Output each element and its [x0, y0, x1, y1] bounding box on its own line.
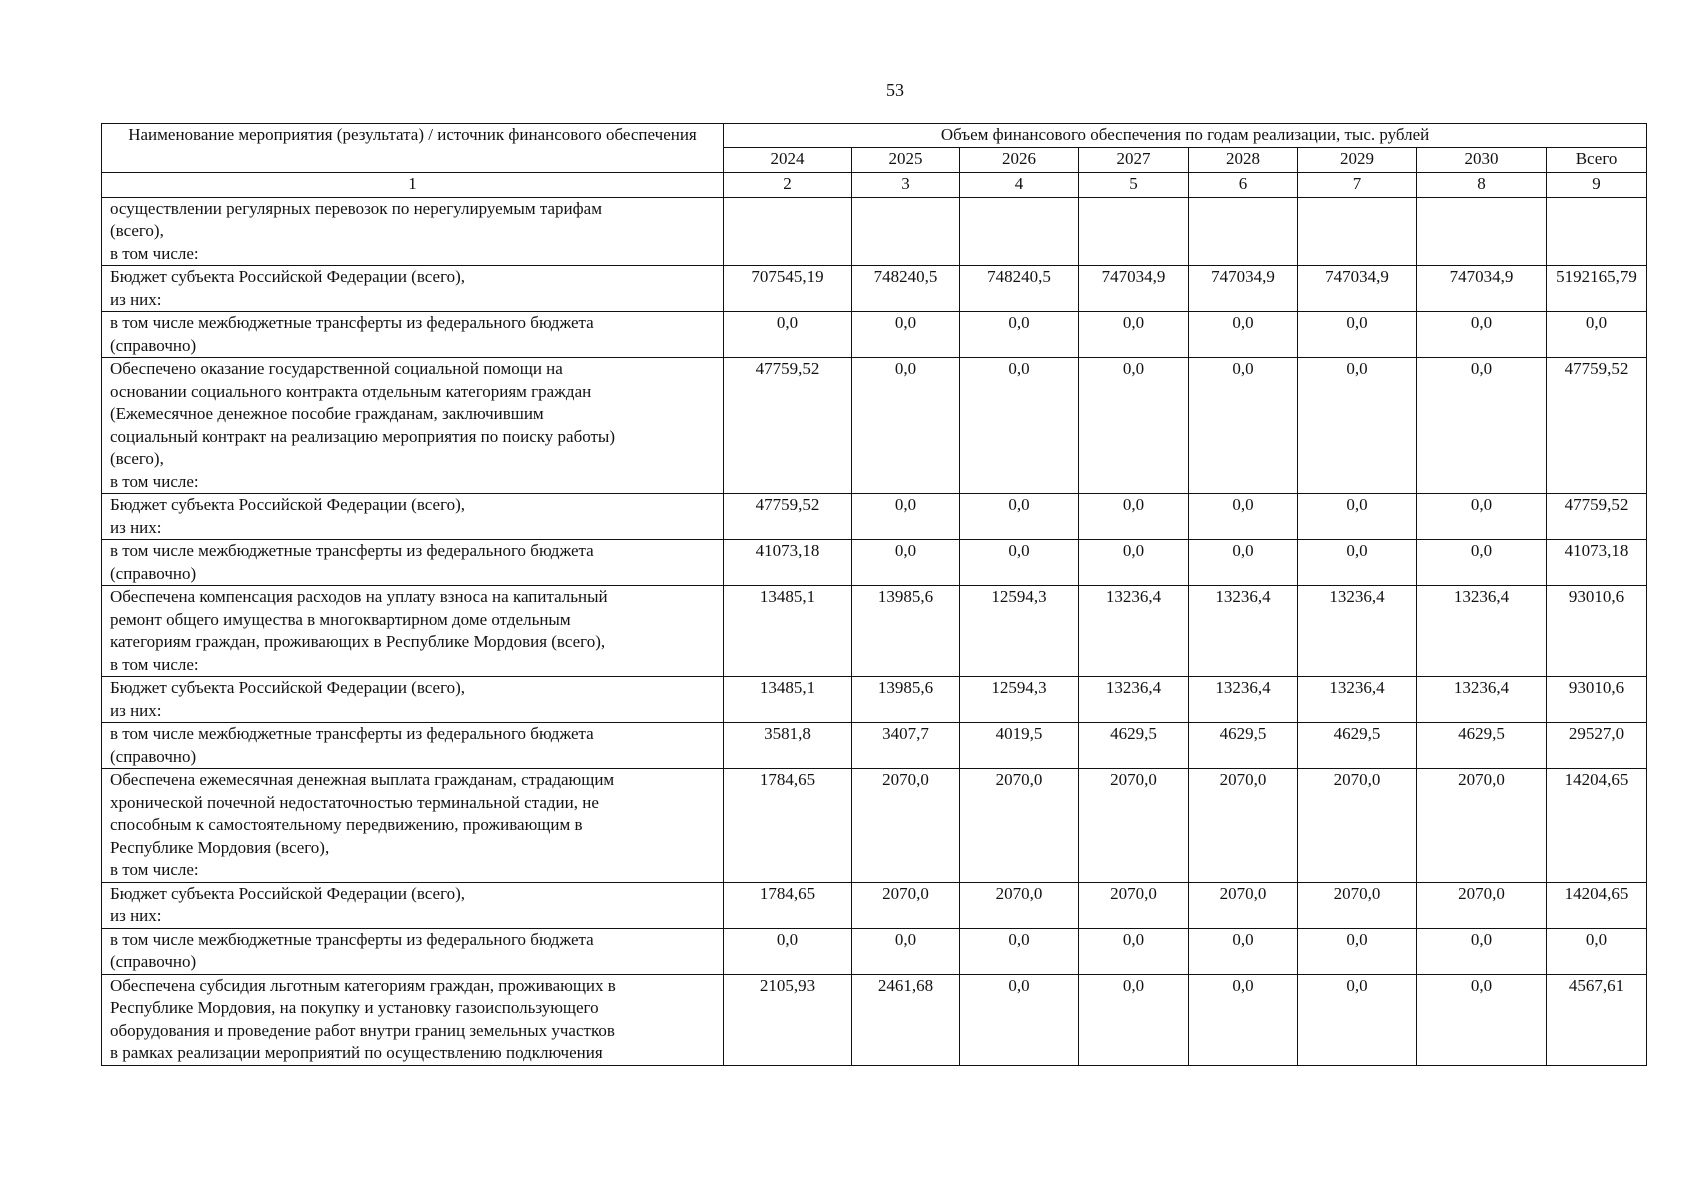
value-cell: 2070,0 — [1298, 769, 1417, 883]
value-cell — [960, 197, 1079, 266]
value-cell — [1298, 197, 1417, 266]
value-cell: 0,0 — [1189, 540, 1298, 586]
row-label-line: социальный контракт на реализацию мероприятия по поиску работы) — [110, 426, 616, 446]
value-cell: 707545,19 — [724, 266, 852, 312]
value-cell: 0,0 — [1298, 494, 1417, 540]
total-cell: 0,0 — [1547, 928, 1647, 974]
row-label-line: в том числе межбюджетные трансферты из федерального бюджета — [110, 541, 594, 560]
total-cell: 93010,6 — [1547, 677, 1647, 723]
value-cell: 0,0 — [960, 974, 1079, 1065]
row-label — [102, 882, 724, 928]
value-cell: 0,0 — [1079, 312, 1189, 358]
row-label-line: (справочно) — [110, 335, 197, 355]
table-row — [102, 312, 1647, 358]
column-number: 7 — [1298, 172, 1417, 197]
row-label-line: в том числе: — [110, 471, 199, 491]
value-cell: 0,0 — [1298, 928, 1417, 974]
row-label-line: (справочно) — [110, 952, 197, 971]
row-label-line: хронической почечной недостаточностью терминальной стадии, не — [110, 792, 599, 812]
value-cell — [1189, 197, 1298, 266]
row-label-line: в том числе: — [110, 860, 199, 879]
value-cell: 747034,9 — [1189, 266, 1298, 312]
row-label-line: Обеспечена субсидия льготным категориям граждан, проживающих в — [110, 975, 616, 995]
value-cell: 0,0 — [1417, 494, 1547, 540]
row-label-line: (Ежемесячное денежное пособие гражданам, заключившим — [110, 404, 544, 423]
row-label-line: в том числе межбюджетные трансферты из федерального бюджета — [110, 313, 594, 332]
value-cell — [1079, 197, 1189, 266]
value-cell: 4629,5 — [1417, 723, 1547, 769]
value-cell: 1784,65 — [724, 882, 852, 928]
table-row — [102, 677, 1647, 723]
value-cell: 13236,4 — [1079, 677, 1189, 723]
column-numbers-row — [102, 172, 1647, 197]
value-cell: 747034,9 — [1298, 266, 1417, 312]
value-cell: 2070,0 — [852, 882, 960, 928]
year-header: 2029 — [1298, 147, 1417, 172]
value-cell: 13985,6 — [852, 677, 960, 723]
value-cell: 0,0 — [960, 312, 1079, 358]
value-cell — [1417, 197, 1547, 266]
total-header: Всего — [1547, 147, 1647, 172]
table-row — [102, 723, 1647, 769]
value-cell: 747034,9 — [1079, 266, 1189, 312]
row-label-line: способным к самостоятельному передвижению, проживающим в — [110, 815, 583, 834]
table-row — [102, 266, 1647, 312]
value-cell: 0,0 — [960, 540, 1079, 586]
column-number: 2 — [724, 172, 852, 197]
row-label — [102, 312, 724, 358]
value-cell: 2070,0 — [1079, 769, 1189, 883]
value-cell: 0,0 — [1298, 540, 1417, 586]
value-cell: 13236,4 — [1298, 586, 1417, 677]
row-label-line: (всего), — [110, 449, 164, 468]
value-cell: 2070,0 — [1189, 882, 1298, 928]
row-label-line: Бюджет субъекта Российской Федерации (всего), — [110, 495, 466, 514]
table-row — [102, 974, 1647, 1065]
value-cell: 41073,18 — [724, 540, 852, 586]
value-cell: 2105,93 — [724, 974, 852, 1065]
total-cell — [1547, 197, 1647, 266]
row-label — [102, 197, 724, 266]
row-label-line: категориям граждан, проживающих в Республике Мордовия (всего), — [110, 632, 606, 651]
value-cell: 0,0 — [852, 494, 960, 540]
row-label-line: осуществлении регулярных перевозок по нерегулируемым тарифам — [110, 198, 602, 218]
row-label — [102, 494, 724, 540]
column-number: 8 — [1417, 172, 1547, 197]
row-label-line: в рамках реализации мероприятий по осуществлению подключения — [110, 1043, 603, 1062]
value-cell: 0,0 — [724, 928, 852, 974]
row-label-line: Обеспечена компенсация расходов на уплату взноса на капитальный — [110, 587, 608, 606]
row-label-line: Обеспечена ежемесячная денежная выплата гражданам, страдающим — [110, 770, 615, 789]
value-cell: 0,0 — [852, 540, 960, 586]
row-label-line: в том числе межбюджетные трансферты из федерального бюджета — [110, 929, 594, 949]
row-label-line: (всего), — [110, 221, 164, 240]
row-label — [102, 677, 724, 723]
value-cell: 0,0 — [1189, 928, 1298, 974]
value-cell: 2070,0 — [1417, 769, 1547, 883]
row-label-line: Бюджет субъекта Российской Федерации (всего), — [110, 883, 466, 903]
total-cell: 0,0 — [1547, 312, 1647, 358]
table-row — [102, 540, 1647, 586]
value-cell: 0,0 — [1079, 540, 1189, 586]
year-header: 2030 — [1417, 147, 1547, 172]
value-cell: 748240,5 — [852, 266, 960, 312]
row-label-line: Бюджет субъекта Российской Федерации (всего), — [110, 678, 466, 697]
row-label-line: (справочно) — [110, 746, 197, 766]
value-cell: 13985,6 — [852, 586, 960, 677]
value-cell: 4629,5 — [1079, 723, 1189, 769]
value-cell: 2070,0 — [1079, 882, 1189, 928]
table-body — [102, 197, 1647, 1065]
value-cell: 2070,0 — [852, 769, 960, 883]
value-cell: 2461,68 — [852, 974, 960, 1065]
value-cell: 0,0 — [852, 358, 960, 494]
value-cell: 13236,4 — [1417, 677, 1547, 723]
financing-group-header: Объем финансового обеспечения по годам реализации, тыс. рублей — [724, 124, 1647, 148]
column-number: 5 — [1079, 172, 1189, 197]
column-number: 4 — [960, 172, 1079, 197]
column-number: 9 — [1547, 172, 1647, 197]
value-cell: 13485,1 — [724, 586, 852, 677]
page-number: 53 — [886, 80, 904, 100]
total-cell: 41073,18 — [1547, 540, 1647, 586]
value-cell: 12594,3 — [960, 677, 1079, 723]
value-cell: 0,0 — [960, 494, 1079, 540]
total-cell: 47759,52 — [1547, 494, 1647, 540]
total-cell: 93010,6 — [1547, 586, 1647, 677]
value-cell: 2070,0 — [1298, 882, 1417, 928]
total-cell: 14204,65 — [1547, 769, 1647, 883]
row-label — [102, 769, 724, 883]
total-cell: 14204,65 — [1547, 882, 1647, 928]
row-label — [102, 974, 724, 1065]
row-label-line: Республике Мордовия, на покупку и установку газоиспользующего — [110, 998, 599, 1017]
value-cell: 0,0 — [1079, 494, 1189, 540]
name-column-header: Наименование мероприятия (результата) / источник финансового обеспечения — [102, 124, 724, 173]
value-cell: 0,0 — [1189, 974, 1298, 1065]
row-label-line: из них: — [110, 700, 162, 720]
table-row — [102, 882, 1647, 928]
table-row — [102, 358, 1647, 494]
value-cell: 13236,4 — [1189, 677, 1298, 723]
value-cell: 4629,5 — [1298, 723, 1417, 769]
value-cell: 0,0 — [960, 928, 1079, 974]
year-header: 2028 — [1189, 147, 1298, 172]
value-cell: 3407,7 — [852, 723, 960, 769]
value-cell: 748240,5 — [960, 266, 1079, 312]
value-cell: 0,0 — [1189, 494, 1298, 540]
row-label-line: (справочно) — [110, 563, 197, 583]
value-cell: 0,0 — [724, 312, 852, 358]
value-cell: 0,0 — [1079, 928, 1189, 974]
table-header — [102, 124, 1647, 198]
value-cell: 4019,5 — [960, 723, 1079, 769]
value-cell: 0,0 — [1417, 540, 1547, 586]
year-header: 2026 — [960, 147, 1079, 172]
row-label-line: основании социального контракта отдельным категориям граждан — [110, 381, 592, 401]
row-label-line: оборудования и проведение работ внутри границ земельных участков — [110, 1020, 615, 1040]
row-label-line: в том числе: — [110, 654, 199, 674]
table-row — [102, 586, 1647, 677]
row-label — [102, 540, 724, 586]
year-header: 2027 — [1079, 147, 1189, 172]
value-cell: 0,0 — [852, 928, 960, 974]
total-cell: 29527,0 — [1547, 723, 1647, 769]
value-cell: 0,0 — [1079, 358, 1189, 494]
value-cell: 2070,0 — [1417, 882, 1547, 928]
row-label — [102, 358, 724, 494]
total-cell: 4567,61 — [1547, 974, 1647, 1065]
table-row — [102, 197, 1647, 266]
value-cell: 0,0 — [1079, 974, 1189, 1065]
value-cell: 1784,65 — [724, 769, 852, 883]
value-cell: 4629,5 — [1189, 723, 1298, 769]
value-cell: 13236,4 — [1417, 586, 1547, 677]
year-header: 2025 — [852, 147, 960, 172]
value-cell: 3581,8 — [724, 723, 852, 769]
financing-table — [101, 123, 1647, 1066]
row-label — [102, 586, 724, 677]
value-cell: 0,0 — [1189, 358, 1298, 494]
row-label-line: из них: — [110, 517, 162, 537]
row-label-line: Бюджет субъекта Российской Федерации (всего), — [110, 267, 466, 286]
table-row — [102, 494, 1647, 540]
value-cell: 0,0 — [1189, 312, 1298, 358]
value-cell: 0,0 — [1417, 928, 1547, 974]
row-label-line: из них: — [110, 906, 162, 925]
value-cell: 13236,4 — [1079, 586, 1189, 677]
row-label-line: в том числе: — [110, 243, 199, 263]
value-cell: 0,0 — [1298, 358, 1417, 494]
value-cell: 2070,0 — [960, 882, 1079, 928]
value-cell: 13485,1 — [724, 677, 852, 723]
total-cell: 47759,52 — [1547, 358, 1647, 494]
value-cell — [852, 197, 960, 266]
value-cell: 0,0 — [1417, 974, 1547, 1065]
value-cell: 747034,9 — [1417, 266, 1547, 312]
table-row — [102, 769, 1647, 883]
value-cell — [724, 197, 852, 266]
value-cell: 0,0 — [1298, 974, 1417, 1065]
table-row — [102, 928, 1647, 974]
column-number: 1 — [102, 172, 724, 197]
value-cell: 2070,0 — [960, 769, 1079, 883]
value-cell: 47759,52 — [724, 358, 852, 494]
value-cell: 13236,4 — [1189, 586, 1298, 677]
value-cell: 0,0 — [1417, 312, 1547, 358]
column-number: 6 — [1189, 172, 1298, 197]
row-label-line: в том числе межбюджетные трансферты из федерального бюджета — [110, 724, 594, 743]
row-label-line: Обеспечено оказание государственной социальной помощи на — [110, 359, 563, 378]
row-label — [102, 266, 724, 312]
row-label — [102, 928, 724, 974]
column-number: 3 — [852, 172, 960, 197]
value-cell: 12594,3 — [960, 586, 1079, 677]
year-header: 2024 — [724, 147, 852, 172]
value-cell: 2070,0 — [1189, 769, 1298, 883]
row-label — [102, 723, 724, 769]
value-cell: 0,0 — [960, 358, 1079, 494]
total-cell: 5192165,79 — [1547, 266, 1647, 312]
value-cell: 0,0 — [852, 312, 960, 358]
row-label-line: из них: — [110, 289, 162, 309]
value-cell: 0,0 — [1417, 358, 1547, 494]
value-cell: 47759,52 — [724, 494, 852, 540]
value-cell: 0,0 — [1298, 312, 1417, 358]
row-label-line: ремонт общего имущества в многоквартирном доме отдельным — [110, 609, 571, 629]
row-label-line: Республике Мордовия (всего), — [110, 837, 330, 857]
value-cell: 13236,4 — [1298, 677, 1417, 723]
